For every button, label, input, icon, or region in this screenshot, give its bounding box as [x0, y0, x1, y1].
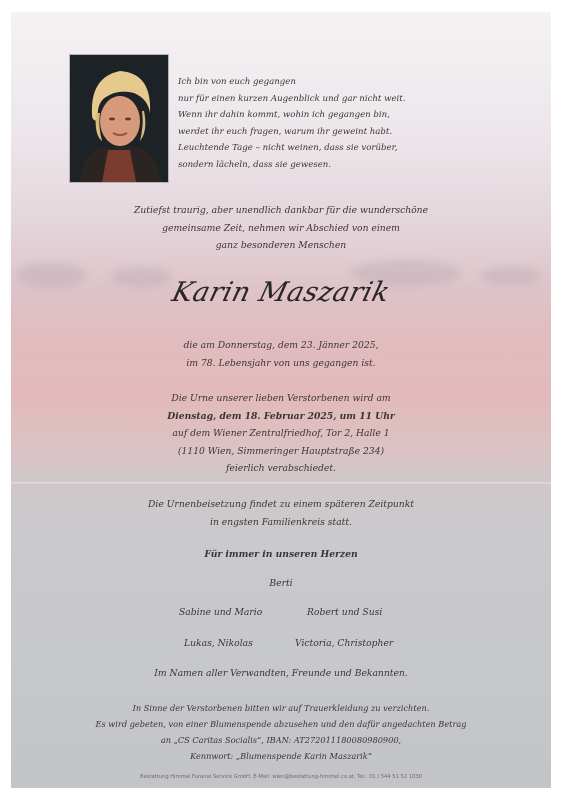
horizon-line	[11, 482, 551, 485]
parte-sheet	[11, 12, 551, 788]
mourner-pair: Victoria, Christopher	[295, 638, 394, 649]
funeral-details	[11, 390, 551, 478]
request-line: Kennwort: „Blumenspende Karin Maszarik“	[190, 751, 372, 761]
portrait-photo	[69, 54, 169, 183]
poem-line: Wenn ihr dahin kommt, wohin ich gegangen bin,	[178, 110, 390, 121]
intro-line: ganz besonderen Menschen	[215, 240, 347, 251]
mourner-pair: Sabine und Mario	[179, 607, 263, 618]
death-line: im 78. Lebensjahr von uns gegangen ist.	[186, 357, 376, 369]
funeral-line: Die Urne unserer lieben Verstorbenen wird am	[171, 393, 391, 404]
funeral-date: Dienstag, dem 18. Februar 2025, um 11 Uhr	[167, 410, 395, 422]
hearts-heading: Für immer in unseren Herzen	[204, 549, 358, 560]
mourner-single: Berti	[269, 578, 293, 589]
poem-line: sondern lächeln, dass sie gewesen.	[178, 159, 332, 170]
intro-line: gemeinsame Zeit, nehmen wir Abschied von einem	[162, 222, 400, 234]
funeral-line: auf dem Wiener Zentralfriedhof, Tor 2, Halle 1	[172, 428, 390, 439]
request-line: an „CS Caritas Socialis“, IBAN: AT272011180080980900,	[160, 735, 402, 745]
request-line: Es wird gebeten, von einer Blumenspende abzusehen und den dafür angedachten Betrag	[95, 719, 467, 729]
intro-text	[11, 202, 551, 255]
mourner-pair: Robert und Susi	[307, 607, 383, 618]
poem-line: nur für einen kurzen Augenblick und gar nicht weit.	[178, 93, 406, 104]
poem-line: Ich bin von euch gegangen	[178, 77, 296, 87]
poem-line: Leuchtende Tage – nicht weinen, dass sie vorüber,	[178, 143, 398, 154]
poem-line: werdet ihr euch fragen, warum ihr geweint habt.	[178, 126, 393, 137]
death-notice	[11, 337, 551, 372]
intro-line: Zutiefst traurig, aber unendlich dankbar für die wunderschöne	[133, 205, 429, 216]
funeral-line: (1110 Wien, Simmeringer Hauptstraße 234)	[177, 445, 385, 457]
poem	[178, 74, 508, 174]
urn-burial-notice	[11, 496, 551, 531]
relatives-line: Im Namen aller Verwandten, Freunde und Bekannten.	[154, 668, 408, 679]
donation-request	[11, 700, 551, 764]
death-line: die am Donnerstag, dem 23. Jänner 2025,	[183, 340, 379, 351]
urn-line: in engsten Familienkreis statt.	[210, 516, 352, 528]
funeral-line: feierlich verabschiedet.	[226, 463, 336, 474]
deceased-name: Karin Maszarik	[168, 277, 394, 308]
undertaker-footer: Bestattung Himmel Funeral Service GmbH, E-Mail: wien@bestattung-himmel.co.at, Tel.: 01 / 544 51 52 1030	[140, 774, 422, 780]
urn-line: Die Urnenbeisetzung findet zu einem späteren Zeitpunkt	[148, 499, 414, 510]
request-line: In Sinne der Verstorbenen bitten wir auf Trauerkleidung zu verzichten.	[132, 703, 430, 713]
mourner-pair: Lukas, Nikolas	[184, 638, 253, 649]
